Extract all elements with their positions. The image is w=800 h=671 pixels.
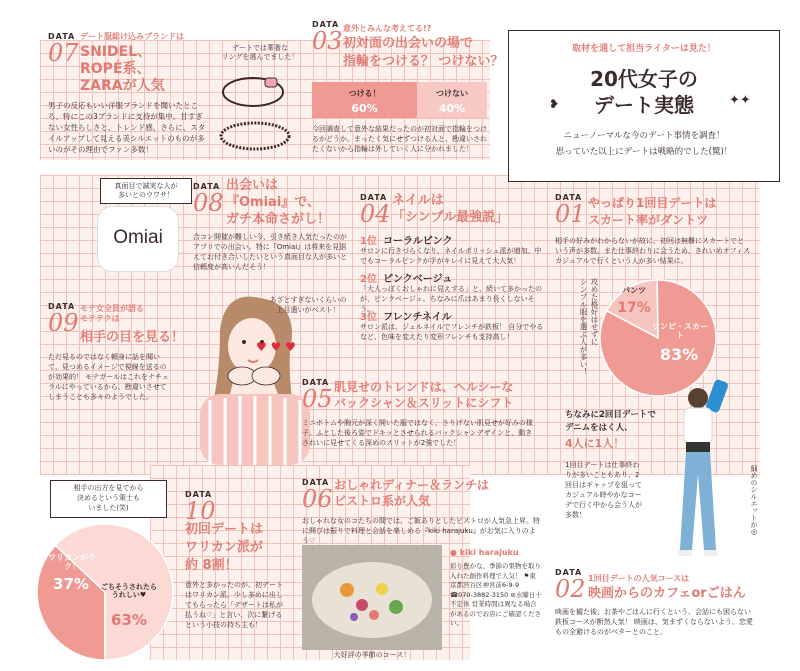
data-07-heading-line-2: ROPÉ系、: [80, 61, 151, 77]
data-04-number: DATA 04: [360, 193, 391, 228]
data-01-extra-line-3: 4人に1人！: [565, 437, 625, 450]
nail-rank-1-desc: サロンに行きづらくなり、ネイルポリッシュ派が増加。中でもコーラルピンクが手がキレイに見えて大人気！: [360, 247, 542, 265]
title-kicker: 取材を通して担当ライターは見た！: [572, 44, 716, 54]
title-subtitle-line-2: 思っていた以上にデートは戦略的でした(驚)！: [555, 147, 733, 157]
heart-decoration-icon: ❥: [549, 97, 560, 111]
data-02-number: DATA 02: [555, 568, 586, 603]
ring-illustration: [215, 68, 305, 168]
ring-bar-value-2: 40%: [438, 102, 466, 115]
data-05-heading-line-2: バックシャン＆スリットにシフト: [334, 396, 514, 410]
data-08-heading-line-1: 出会いは: [226, 178, 279, 193]
girl-bubble-line-2: 上目遣いがベスト！: [276, 306, 340, 314]
sparkle-decoration-icon: ✦✦: [729, 93, 751, 108]
data-05-body: ミニボトムや胸元が深く開いた服ではなく、さりげない肌見せが好みの様子。ふとした後ろ姿でドキッとさせられるバックシャンデザインと、動きされいに見せてくる深めのスリットが2強でした！: [302, 419, 533, 447]
data-10-heading-line-3: 約 8割！: [185, 558, 238, 573]
data-04-heading-line-2: 「シンプル最強説」: [392, 210, 509, 225]
data-10-heading-line-2: ワリカン派が: [185, 540, 263, 555]
omiai-note-line-2: 多いとのウワサ！: [118, 191, 174, 199]
food-photo: [302, 545, 442, 650]
ring-bar-label-1: つける！: [348, 89, 381, 98]
nail-rank-3: 3位 フレンチネイル: [360, 312, 452, 323]
data-09-body: ただ見るのではなく頼身に話を聞いて、見つめるイメージで視線を送るのが効果的！ モテガールはこれをナチュラルにやっているから、勘違いさせてしまうことも多々のようでした。: [48, 353, 169, 401]
pie2-value-gochisou: 63%: [111, 611, 147, 629]
data-03-number: DATA 03: [312, 20, 343, 55]
data-07-body: 男子の反応もいい洋服ブランドを聞いたところ、特にこの3ブランドに支持が集中。甘すぎない女性らしさと、トレンド感、さらに、スタイルアップして見える美シルエットのものが多いのがその理由でファン多数！: [48, 101, 206, 154]
ring-bar-value-1: 60%: [351, 102, 378, 115]
data-09-heading: 相手の目を見る！: [80, 330, 185, 345]
data-01-extra-line-1: ちなみに2回目デートで: [565, 410, 656, 420]
omiai-logo: [98, 207, 178, 271]
data-05-heading-line-1: 肌見せのトレンドは、ヘルシーな: [334, 380, 514, 394]
title-line-1: 20代女子の: [590, 67, 698, 91]
data-01-body: 相手の好みがわからないが故に、初回は無難にスカートでという声が多数。また仕事終わりに会うため、きれいめオフィスカジュアルで行くという人が多い結果に。: [555, 237, 750, 265]
data-02-heading: 映画からのカフェorごはん: [588, 586, 746, 601]
data-08-body: 合コン開催が難しい今、引き続き人気だったのがアプリでの出会い。特に『Omiai』は将来を見据えてお付き合いしたいという真面目な人が多いと信頼度が高いんだそう！: [193, 233, 347, 271]
omiai-logo-text: Omiai: [113, 227, 163, 248]
data-10-body: 意外と多かったのが、初デートはワリカン派。少し多めに出してもらったら「デザートは私が払うね♡」と言い、次に繋げるという小技の持ち主も！: [185, 581, 283, 629]
pie1-label-skirt: ワンピ・スカート: [652, 322, 708, 341]
data-01-extra-line-2: デニムをはく人、: [565, 423, 633, 433]
data-03-body: 今回調査して意外な結果だったのが初対面で指輪をつけるかどうか。まったく気にせずつける人と、勘違いされたくないから指輪は外していく人に分かれました！: [312, 125, 487, 153]
data-01-side-note: 攻めた格好はせずに シンプル服を選ぶ人が多い！: [579, 278, 599, 376]
data-09-number: DATA 09: [48, 302, 79, 337]
data-06-body: おしゃれな女のコたちの間では、ご飯ありとしたビストロが人気急上昇。特に開ぴは振りで料理と会話を楽しめる『kiki harajuku』がお気に入りのよう♡: [302, 517, 540, 545]
data-02-body: 映画を観た後、お茶やごはんに行くという、会話にも困らない鉄板コースが断然人気！ 映画は、気まずくならないよう、恋愛もの全避けるのがベターとのこと。: [555, 608, 753, 636]
photo-note: 細めのシルエットが◎: [750, 465, 758, 536]
pin-icon: ●: [450, 548, 457, 557]
data-06-number: DATA 06: [302, 478, 333, 513]
data-06-heading-line-1: おしゃれディナー＆ランチは: [334, 478, 490, 492]
nail-rank-1: 1位 コーラルピンク: [360, 236, 453, 247]
data-10-tag-box: [50, 480, 167, 518]
ring-bar-chart: [312, 82, 487, 118]
pie2-label-warikan: ワリカンがラク！: [48, 553, 96, 572]
ring-note-line-2: リングを選んでました！: [221, 53, 299, 61]
data-08-heading-line-3: ガチ本命さがし！: [226, 212, 331, 227]
pie2-label-gochisou: ごちそうされたらうれしい♥: [101, 583, 157, 600]
food-photo-caption: 大好評の季節のコース！: [333, 651, 411, 659]
data-05-number: DATA 05: [302, 378, 333, 413]
data-04-heading-line-1: ネイルは: [392, 193, 444, 208]
data-01-heading-line-2: スカート率がダントツ: [588, 213, 709, 227]
girl-bubble-line-1: あざとすぎないくらいの: [269, 296, 347, 304]
data-08-heading-line-2: 『Omiai』で、: [226, 195, 321, 210]
data-09-tag-line-2: モテテクは: [80, 314, 120, 323]
title-box: [508, 30, 780, 182]
data-02-tag: 1回目デートの人気コースは: [588, 574, 690, 583]
data-08-number: DATA 08: [193, 182, 224, 217]
data-10-tag-line-3: いました(笑): [88, 504, 129, 512]
title-line-2: デート実態: [594, 93, 694, 117]
nail-rank-2-desc: 「大人っぽくおしゃれに見えする」と、続いて多かったのが、ピンクベージュ。ちなみに爪はあまり長くしないそう。: [360, 285, 542, 313]
omiai-note-box: [100, 178, 192, 204]
pie1-label-pants: パンツ: [622, 286, 646, 295]
shop-name: ● kiki harajuku: [450, 548, 519, 557]
data-03-heading-line-2: 指輪をつける？ つけない？: [343, 54, 504, 69]
data-01-extra-body: 1回目デートは仕事終わりが多いこともあり、2回目はギャップを狙ってカジュアル時やかなコーデで行く中から会う人が多数！: [565, 461, 642, 519]
data-03-heading-line-1: 初対面の出会いの場で: [343, 36, 474, 51]
data-07-tag: デート服総け込みブランドは: [80, 32, 184, 41]
data-06-heading-line-2: ビストロ系が人気: [334, 494, 431, 508]
data-10-tag-line-1: 相手の出方を見てから: [73, 484, 144, 492]
hearts-icon: ♥ ♥ ♥: [256, 340, 296, 354]
pie1-value-skirt: 83%: [659, 345, 699, 364]
data-01-number: DATA 01: [555, 193, 586, 228]
ring-note-line-1: デートでは華奢な: [232, 44, 288, 52]
shop-info: 彩り豊かな、季節の果物を取り入れた創作料理で人気！ ⚑東京都渋谷区神宮前6-9-9 ☎070-3882-3150 ⊘水曜日十不定休 営業時間は異なる場合があるのでお店にご確認ください。: [450, 562, 542, 627]
omiai-note-line-1: 真面目で誠実な人が: [114, 182, 178, 190]
pie1-value-pants: 17%: [617, 300, 651, 316]
data-09-tag-line-1: モテ女全員が語る: [80, 304, 144, 313]
data-03-tag: 意外とみんな考えてる!?: [343, 24, 432, 33]
data-10-number: DATA 10: [185, 490, 216, 525]
data-10-tag-line-2: 決めるという策士も: [77, 494, 140, 502]
title-subtitle-line-1: ニューノーマルな今のデート事情を調査！: [563, 131, 725, 141]
data-07-heading-line-1: SNIDEL、: [80, 44, 152, 60]
pie2-value-warikan: 37%: [53, 575, 89, 593]
data-07-heading-line-3: ZARAが人気: [80, 78, 165, 94]
ring-bar-label-2: つけない: [436, 89, 468, 98]
data-01-heading-line-1: やっぱり1回目デートは: [588, 196, 717, 210]
data-07-number: DATA 07: [48, 32, 79, 67]
nail-rank-2: 2位 ピンクベージュ: [360, 274, 453, 285]
nail-rank-3-desc: サロン派は、ジェルネイルでフレンチが鉄板！ 自分でやるなど、色味を変えたり変形フレンチも支持高し！: [360, 323, 544, 341]
data-10-heading-line-1: 初回デートは: [185, 522, 264, 537]
denim-model-photo: [650, 378, 760, 568]
